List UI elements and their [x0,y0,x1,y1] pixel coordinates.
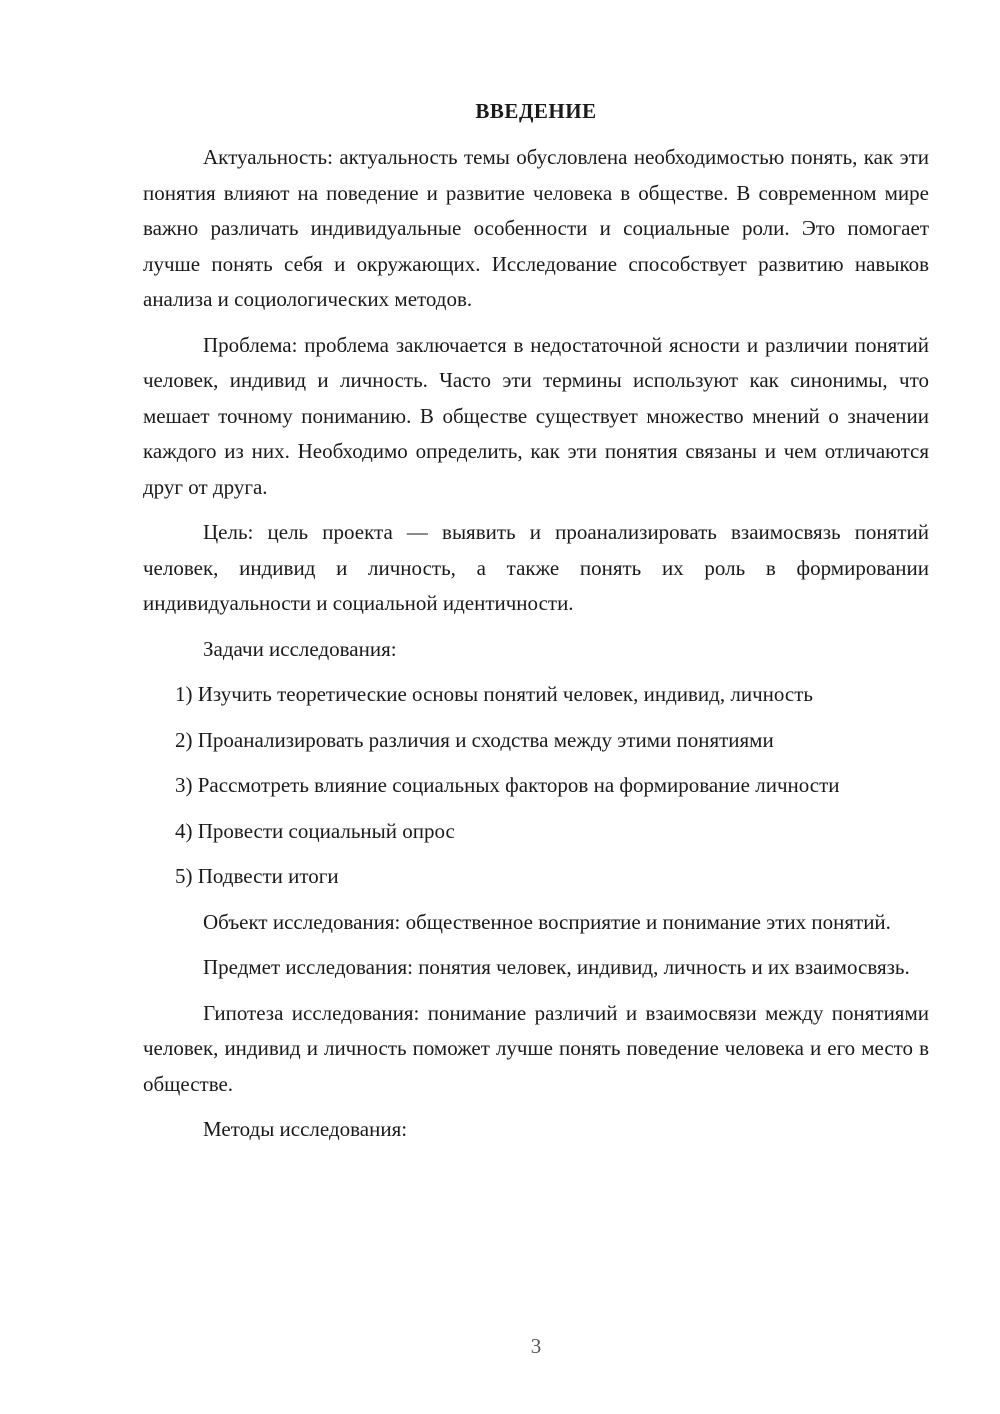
paragraph-problem: Проблема: проблема заключается в недостаточной ясности и различии понятий человек, индивид и личность. Часто эти термины используют как синонимы, что мешает точному пониманию. В обществе существует множество мнений о значении каждого из них. Необходимо определить, как эти понятия связаны и чем отличаются друг от друга. [143,332,929,499]
paragraph-goal: Цель: цель проекта — выявить и проанализировать взаимосвязь понятий человек, индивид и личность, а также понять их роль в формировании индивидуальности и социальной идентичности. [143,520,929,615]
paragraph-hypothesis: Гипотеза исследования: понимание различий и взаимосвязи между понятиями человек, индивид и личность поможет лучше понять поведение человека и его место в обществе. [143,1000,929,1096]
paragraph-relevance: Актуальность: актуальность темы обусловлена необходимостью понять, как эти понятия влияют на поведение и развитие человека в обществе. В современном мире важно различать индивидуальные особенности и социальные роли. Это помогает лучше понять себя и окружающих. Исследование способствует развитию навыков анализа и социологических методов. [143,145,929,311]
tasks-heading: Задачи исследования: [203,636,397,661]
methods-heading: Методы исследования: [203,1117,408,1141]
section-title: ВВЕДЕНИЕ [475,99,597,123]
page-number: 3 [530,1334,542,1358]
task-item-5: 5) Подвести итоги [175,864,339,888]
task-item-4: 4) Провести социальный опрос [175,818,455,843]
document-body [143,96,929,1158]
task-item-3: 3) Рассмотреть влияние социальных факторов на формирование личности [175,773,840,797]
paragraph-subject: Предмет исследования: понятия человек, индивид, личность и их взаимосвязь. [203,955,910,979]
paragraph-object: Объект исследования: общественное восприятие и понимание этих понятий. [203,909,891,934]
task-item-2: 2) Проанализировать различия и сходства между этими понятиями [175,727,774,752]
task-item-1: 1) Изучить теоретические основы понятий человек, индивид, личность [175,682,813,706]
